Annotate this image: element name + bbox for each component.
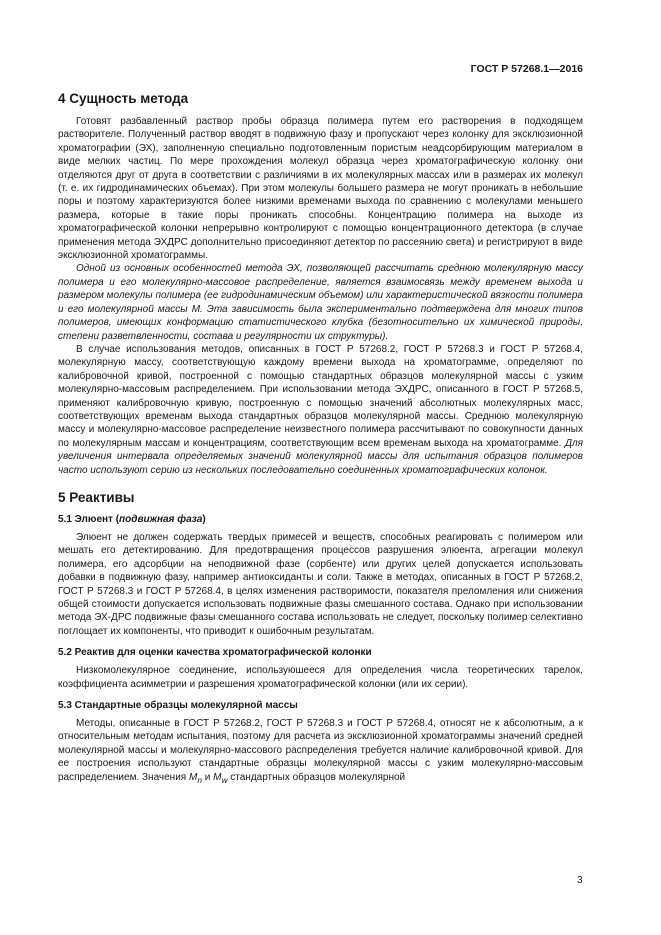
subsection-5-3-text-tail: стандартных образцов молекулярной <box>227 771 406 783</box>
section-4 <box>58 91 583 477</box>
section-4-paragraph-3-italic: Для увеличения интервала определяемых значений молекулярной массы для испытания образцов полимеров часто используют серию из нескольких последовательно соединенных хроматографических колонок. <box>58 437 583 476</box>
subsection-5-1-title-suffix: ) <box>202 513 206 525</box>
subsection-5-3-text <box>58 717 583 787</box>
subsection-5-3-title: 5.3 Стандартные образцы молекулярной массы <box>58 700 298 712</box>
page-number: 3 <box>577 875 583 886</box>
section-4-title: 4 Сущность метода <box>58 91 189 106</box>
subsection-5-1-title <box>58 514 583 525</box>
section-4-paragraph-3 <box>58 343 583 477</box>
mw-symbol <box>213 772 227 783</box>
subsection-5-1-title-prefix: 5.1 Элюент ( <box>58 513 120 525</box>
subsection-5-2-title: 5.2 Реактив для оценки качества хроматографической колонки <box>58 647 372 659</box>
subsection-5-1-title-italic: подвижная фаза <box>119 513 203 525</box>
section-4-paragraph-2: Одной из основных особенностей метода ЭХ, позволяющей рассчитать среднюю молекулярную массу полимера и его молекулярно-массовое распределение, является взаимосвязь между временем выхода и размером молекулы полимера (ее гидродинамическим объемом) или характеристической вязкости полимера и его молекулярной массы М. Эта зависимость была экспериментально подтверждена для многих типов полимеров, имеющих конформацию статистического клубка (безотносительно их химической природы, степени разветвленности, состава и регулярности их структуры). <box>58 263 583 342</box>
page-content <box>58 91 583 787</box>
document-code: ГОСТ Р 57268.1—2016 <box>470 63 583 75</box>
section-5 <box>58 490 583 787</box>
subsection-5-2-text: Низкомолекулярное соединение, используюшееся для определения числа теоретических тарелок, коэффициента асимметрии и разрешения хроматографической колонки (или их серии). <box>58 665 583 690</box>
mn-symbol <box>189 772 202 783</box>
section-4-paragraph-3-text: В случае использования методов, описанных в ГОСТ Р 57268.2, ГОСТ Р 57268.3 и ГОСТ Р 57268.4, молекулярную массу, соответствующую каждому времени выхода на хроматограмме, определяют по калибровочной кривой, построенной с помощью стандартных образцов молекулярной массы с узким молекулярно-массовым распределением. При использовании метода ЭХДРС, описанного в ГОСТ Р 57268.5, применяют калибровочную кривую, построенную с помощью значений абсолютных молекулярных масс, соответствующих временам выхода стандартных образцов молекулярной массы. Среднюю молекулярную массу и молекулярно-массовое распределение неизвестного полимера рассчитывают по совокупности данных по молекулярным массам и концентрациям, соответствующим всем временам выхода на хроматограмме. <box>58 343 583 449</box>
subsection-5-1-text: Элюент не должен содержать твердых примесей и веществ, способных реагировать с полимером или мешать его детектированию. Для предотвращения процессов разрушения элюента, агрегации молекул полимера, его адсорбции на неподвижной фазе (сорбенте) или других целей допускается использовать добавки в подвижную фазу, например антиоксиданты и соли. Также в методах, описанных в ГОСТ Р 57268.2, ГОСТ Р 57268.3 и ГОСТ Р 57268.4, в целях изменения растворимости, показателя преломления или снижения общей стоимости допускается использовать подвижные фазы смешанного состава. Однако при использовании метода ЭХ-ДРС подвижные фазы смешанного состава использовать не следует, поскольку полимер селективно поглощает их компоненты, что приводит к ошибочным результатам. <box>58 531 583 637</box>
mw-subscript: w <box>221 774 228 785</box>
mn-letter: M <box>188 771 198 783</box>
section-4-paragraph-1: Готовят разбавленный раствор пробы образца полимера путем его растворения в подходящем растворителе. Полученный раствор вводят в подвижную фазу и пропускают через колонку для эксклюзионной хроматографии (ЭХ), заполненную специально подготовленным пористым неадсорбирующим материалом в виде мелких частиц. По мере прохождения молекул образца через хроматографическую колонку они отделяются друг от друга в соответствии с различиями в их молекулярных массах или в размерах их молекул (т. е. их гидродинамических объемах). При этом молекулы большего размера не могут проникать в небольшие поры и поэтому характеризуются более низкими временами выхода по сравнению с молекулами меньшего размера, которые в такие поры проникать способны. Концентрацию полимера на выходе из хроматографической колонки непрерывно контролируют с помощью концентрационного детектора (в случае применения метода ЭХДРС дополнительно присоединяют детектор по рассеянию света) и регистрируют в виде эксклюзионной хроматограммы. <box>58 116 583 262</box>
and-word: и <box>201 771 214 783</box>
mn-subscript: n <box>197 774 202 785</box>
mw-letter: M <box>213 771 222 783</box>
section-5-title: 5 Реактивы <box>58 489 135 505</box>
subsection-5-3-text-main: Методы, описанные в ГОСТ Р 57268.2, ГОСТ Р 57268.3 и ГОСТ Р 57268.4, относят не к абсолютным, а к относительным методам испытания, поэтому для расчета из эксклюзионной хроматограммы значений средней молекулярной массы и молекулярно-массового распределения требуется наличие калибровочной кривой. Для ее построения используют стандартные образцы молекулярной массы с узким молекулярно-массовым распределением. Значения <box>58 718 583 783</box>
